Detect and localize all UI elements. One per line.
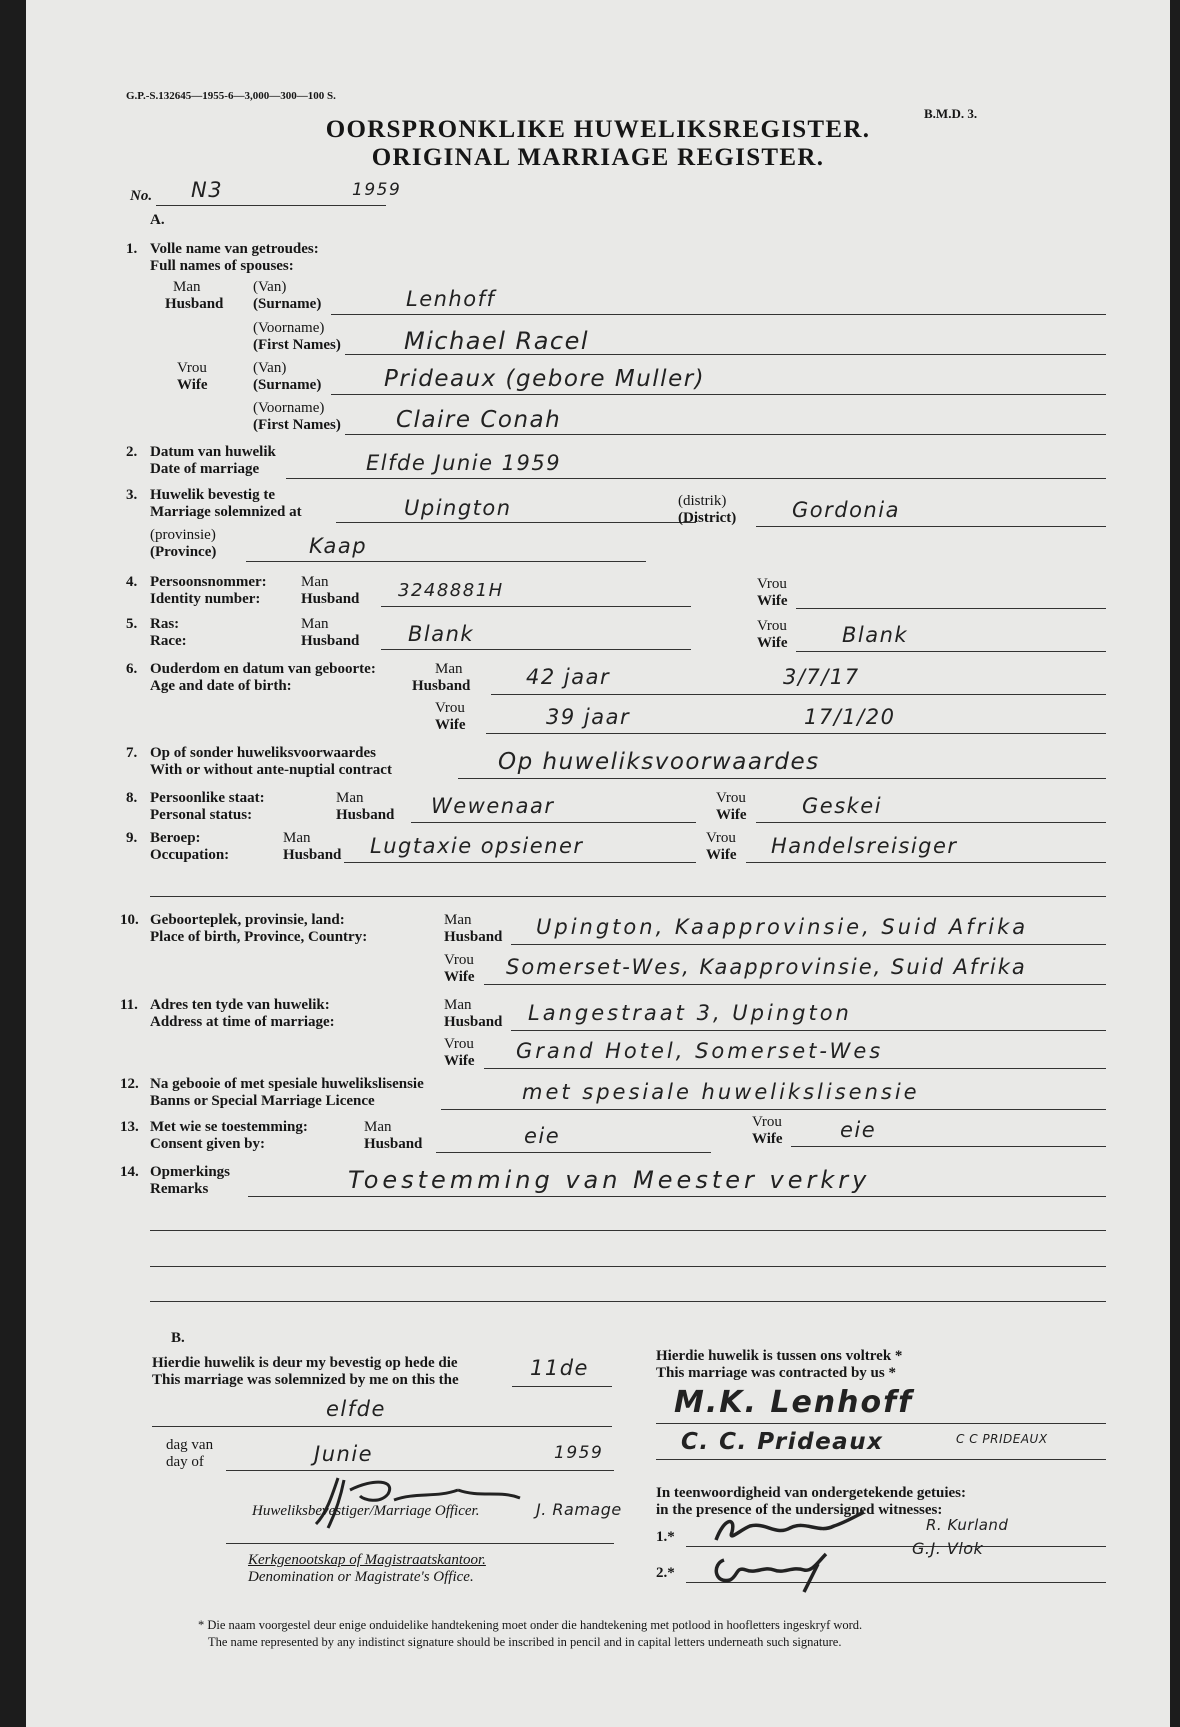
wife-birthplace-line <box>484 984 1106 985</box>
remarks: Toestemming van Meester verkry <box>348 1166 871 1194</box>
solemnized-day-words: elfde <box>326 1397 386 1421</box>
distrik-label: (distrik) <box>678 493 727 509</box>
wife-id-line <box>796 608 1106 609</box>
register-number: N3 <box>191 178 224 202</box>
q2-en: Date of marriage <box>150 461 260 477</box>
register-no-label: No. <box>130 188 153 204</box>
husband-label: Husband <box>364 1136 423 1152</box>
husband-label: Husband <box>412 678 471 694</box>
number-3: 3. <box>126 487 138 503</box>
vrou-label: Vrou <box>444 952 474 968</box>
man-label: Man <box>336 790 364 806</box>
denomination-en: Denomination or Magistrate's Office. <box>248 1569 474 1585</box>
wife-address: Grand Hotel, Somerset-Wes <box>516 1039 884 1063</box>
number-14: 14. <box>120 1164 139 1180</box>
husband-age-line <box>491 694 1106 695</box>
vrou-label: Vrou <box>444 1036 474 1052</box>
husband-label: Husband <box>336 807 395 823</box>
man-label: Man <box>283 830 311 846</box>
licence-line <box>441 1109 1106 1110</box>
wife-signature-line <box>656 1459 1106 1460</box>
district-line <box>756 526 1106 527</box>
number-7: 7. <box>126 745 138 761</box>
number-4: 4. <box>126 574 138 590</box>
man-label: Man <box>444 912 472 928</box>
province-line <box>246 561 646 562</box>
wife-surname: Prideaux (gebore Muller) <box>384 366 706 392</box>
form-code: B.M.D. 3. <box>924 106 978 121</box>
husband-consent: eie <box>524 1124 561 1148</box>
voorname-label: (Voorname) <box>253 320 325 336</box>
man-label: Man <box>173 279 201 295</box>
q10-en: Place of birth, Province, Country: <box>150 929 368 945</box>
surname-label: (Surname) <box>253 296 322 312</box>
marriage-register-form <box>26 0 1170 1727</box>
day-of-label: day of <box>166 1454 204 1470</box>
date-line <box>286 478 1106 479</box>
husband-occupation: Lugtaxie opsiener <box>370 834 584 858</box>
man-label: Man <box>444 997 472 1013</box>
dag-van-label: dag van <box>166 1437 214 1453</box>
q7-en: With or without ante-nuptial contract <box>150 762 392 778</box>
husband-status: Wewenaar <box>431 794 555 818</box>
q3-af: Huwelik bevestig te <box>150 487 275 503</box>
husband-first-names: Michael Racel <box>404 327 590 355</box>
wife-status: Geskei <box>802 794 883 818</box>
q14-en: Remarks <box>150 1181 209 1197</box>
husband-surname-line <box>331 314 1106 315</box>
date-of-marriage: Elfde Junie 1959 <box>366 451 562 475</box>
wife-birthplace: Somerset-Wes, Kaapprovinsie, Suid Afrika <box>506 955 1027 979</box>
husband-label: Husband <box>444 929 503 945</box>
place-line <box>336 522 696 523</box>
q12-en: Banns or Special Marriage Licence <box>150 1093 375 1109</box>
q6-en: Age and date of birth: <box>150 678 292 694</box>
vrou-label: Vrou <box>716 790 746 806</box>
number-1: 1. <box>126 241 138 257</box>
wife-label: Wife <box>757 635 788 651</box>
wife-label: Wife <box>435 717 466 733</box>
husband-label: Husband <box>444 1014 503 1030</box>
q4-en: Identity number: <box>150 591 261 607</box>
footnote-en: The name represented by any indistinct signature should be inscribed in pencil and in capital letters underneath such signature. <box>208 1635 842 1649</box>
officer-label: Huweliksbevestiger/Marriage Officer. <box>252 1503 480 1519</box>
provinsie-label: (provinsie) <box>150 527 216 543</box>
wife-status-line <box>756 822 1106 823</box>
wife-consent-line <box>791 1146 1106 1147</box>
first-names-label: (First Names) <box>253 337 341 353</box>
husband-label: Husband <box>165 296 224 312</box>
wife-signature: C. C. Prideaux <box>681 1429 884 1455</box>
q4-af: Persoonsnommer: <box>150 574 267 590</box>
contract: Op huweliksvoorwaardes <box>498 749 820 775</box>
vrou-label: Vrou <box>435 700 465 716</box>
man-label: Man <box>435 661 463 677</box>
witness-2-name: G.J. Vlok <box>912 1539 984 1558</box>
wife-occupation: Handelsreisiger <box>771 834 958 858</box>
province: Kaap <box>309 534 368 558</box>
husband-address: Langestraat 3, Upington <box>528 1001 852 1025</box>
day-words-line <box>152 1426 612 1427</box>
province-label: (Province) <box>150 544 217 560</box>
banns-or-licence: met spesiale huwelikslisensie <box>522 1080 920 1104</box>
remarks-line <box>248 1196 1106 1197</box>
register-year: 1959 <box>352 180 402 200</box>
number-6: 6. <box>126 661 138 677</box>
wife-label: Wife <box>177 377 208 393</box>
number-5: 5. <box>126 616 138 632</box>
wife-label: Wife <box>716 807 747 823</box>
q9-en: Occupation: <box>150 847 230 863</box>
remarks-extra-line <box>150 1266 1106 1267</box>
contracted-af: Hierdie huwelik is tussen ons voltrek * <box>656 1348 903 1364</box>
number-9: 9. <box>126 830 138 846</box>
number-12: 12. <box>120 1076 139 1092</box>
solemnized-year: 1959 <box>554 1443 604 1463</box>
q9-af: Beroep: <box>150 830 201 846</box>
denomination-line <box>226 1543 614 1544</box>
solemnized-af: Hierdie huwelik is deur my bevestig op hede die <box>152 1355 458 1371</box>
voorname-label: (Voorname) <box>253 400 325 416</box>
wife-occupation-line <box>746 862 1106 863</box>
witness-af: In teenwoordigheid van ondergetekende getuies: <box>656 1485 966 1501</box>
q5-en: Race: <box>150 633 187 649</box>
q11-en: Address at time of marriage: <box>150 1014 335 1030</box>
district-label: (District) <box>678 510 737 526</box>
witness-en: in the presence of the undersigned witnesses: <box>656 1502 943 1518</box>
contracted-en: This marriage was contracted by us * <box>656 1365 896 1381</box>
husband-label: Husband <box>301 633 360 649</box>
wife-label: Wife <box>757 593 788 609</box>
q1-af: Volle name van getroudes: <box>150 241 319 257</box>
q10-af: Geboorteplek, provinsie, land: <box>150 912 345 928</box>
husband-label: Husband <box>283 847 342 863</box>
solemnized-en: This marriage was solemnized by me on this the <box>152 1372 459 1388</box>
q3-en: Marriage solemnized at <box>150 504 302 520</box>
q13-af: Met wie se toestemming: <box>150 1119 308 1135</box>
occupation-extra-line <box>150 896 1106 897</box>
vrou-label: Vrou <box>752 1114 782 1130</box>
husband-signature-line <box>656 1423 1106 1424</box>
man-label: Man <box>301 574 329 590</box>
q7-af: Op of sonder huweliksvoorwaardes <box>150 745 376 761</box>
wife-age-line <box>486 733 1106 734</box>
wife-consent: eie <box>840 1118 877 1142</box>
place: Upington <box>404 496 512 520</box>
q2-af: Datum van huwelik <box>150 444 276 460</box>
officer-printed-name: J. Ramage <box>536 1500 622 1519</box>
print-code: G.P.-S.132645—1955-6—3,000—300—100 S. <box>126 90 336 102</box>
husband-id: 3248881H <box>398 580 504 601</box>
denomination-af: Kerkgenootskap of Magistraatskantoor. <box>248 1552 486 1568</box>
van-label: (Van) <box>253 279 287 295</box>
vrou-label: Vrou <box>177 360 207 376</box>
section-a-heading: A. <box>150 212 165 228</box>
wife-label: Wife <box>444 1053 475 1069</box>
number-13: 13. <box>120 1119 139 1135</box>
witness-2-label: 2.* <box>656 1565 675 1581</box>
first-names-label: (First Names) <box>253 417 341 433</box>
section-b-heading: B. <box>171 1330 185 1346</box>
q12-af: Na gebooie of met spesiale huwelikslisensie <box>150 1076 424 1092</box>
number-10: 10. <box>120 912 139 928</box>
number-11: 11. <box>120 997 138 1013</box>
husband-birthplace-line <box>511 944 1106 945</box>
solemnized-day: 11de <box>530 1356 589 1380</box>
van-label: (Van) <box>253 360 287 376</box>
solemnized-month: Junie <box>314 1442 374 1466</box>
q8-af: Persoonlike staat: <box>150 790 265 806</box>
surname-label: (Surname) <box>253 377 322 393</box>
witness-2-signature <box>708 1548 858 1594</box>
husband-signature: M.K. Lenhoff <box>674 1385 914 1420</box>
title-afrikaans: OORSPRONKLIKE HUWELIKSREGISTER. <box>325 116 871 143</box>
wife-race-line <box>796 651 1106 652</box>
husband-age: 42 jaar <box>526 665 611 689</box>
district: Gordonia <box>792 498 900 522</box>
q13-en: Consent given by: <box>150 1136 266 1152</box>
q8-en: Personal status: <box>150 807 253 823</box>
witness-1-name: R. Kurland <box>926 1516 1009 1534</box>
title-english: ORIGINAL MARRIAGE REGISTER. <box>371 144 825 171</box>
vrou-label: Vrou <box>757 576 787 592</box>
vrou-label: Vrou <box>706 830 736 846</box>
remarks-extra-line <box>150 1301 1106 1302</box>
q14-af: Opmerkings <box>150 1164 231 1180</box>
footnote-af: * Die naam voorgestel deur enige onduidelike handtekening moet onder die handtekening met potlood in hoofletters ingeskryf word. <box>198 1618 863 1632</box>
q11-af: Adres ten tyde van huwelik: <box>150 997 330 1013</box>
husband-status-line <box>411 822 696 823</box>
husband-id-line <box>381 606 691 607</box>
day-line <box>512 1386 612 1387</box>
husband-consent-line <box>436 1152 711 1153</box>
husband-address-line <box>511 1030 1106 1031</box>
wife-label: Wife <box>752 1131 783 1147</box>
husband-race-line <box>381 649 691 650</box>
wife-first-names: Claire Conah <box>396 407 562 433</box>
husband-dob: 3/7/17 <box>783 665 860 689</box>
husband-birthplace: Upington, Kaapprovinsie, Suid Afrika <box>536 915 1029 939</box>
wife-label: Wife <box>444 969 475 985</box>
wife-surname-line <box>331 394 1106 395</box>
number-2: 2. <box>126 444 138 460</box>
husband-label: Husband <box>301 591 360 607</box>
wife-age: 39 jaar <box>546 705 631 729</box>
wife-printed-name: C C PRIDEAUX <box>956 1432 1048 1446</box>
witness-1-signature <box>706 1510 896 1550</box>
wife-dob: 17/1/20 <box>804 705 896 729</box>
man-label: Man <box>364 1119 392 1135</box>
husband-race: Blank <box>408 622 475 646</box>
witness-1-label: 1.* <box>656 1529 675 1545</box>
wife-first-names-line <box>345 434 1106 435</box>
man-label: Man <box>301 616 329 632</box>
wife-label: Wife <box>706 847 737 863</box>
wife-address-line <box>484 1068 1106 1069</box>
q1-en: Full names of spouses: <box>150 258 294 274</box>
vrou-label: Vrou <box>757 618 787 634</box>
register-no-line <box>156 205 386 206</box>
husband-surname: Lenhoff <box>406 287 496 311</box>
number-8: 8. <box>126 790 138 806</box>
q5-af: Ras: <box>150 616 180 632</box>
contract-line <box>458 778 1106 779</box>
husband-occupation-line <box>344 862 696 863</box>
remarks-extra-line <box>150 1230 1106 1231</box>
wife-race: Blank <box>842 623 909 647</box>
q6-af: Ouderdom en datum van geboorte: <box>150 661 376 677</box>
